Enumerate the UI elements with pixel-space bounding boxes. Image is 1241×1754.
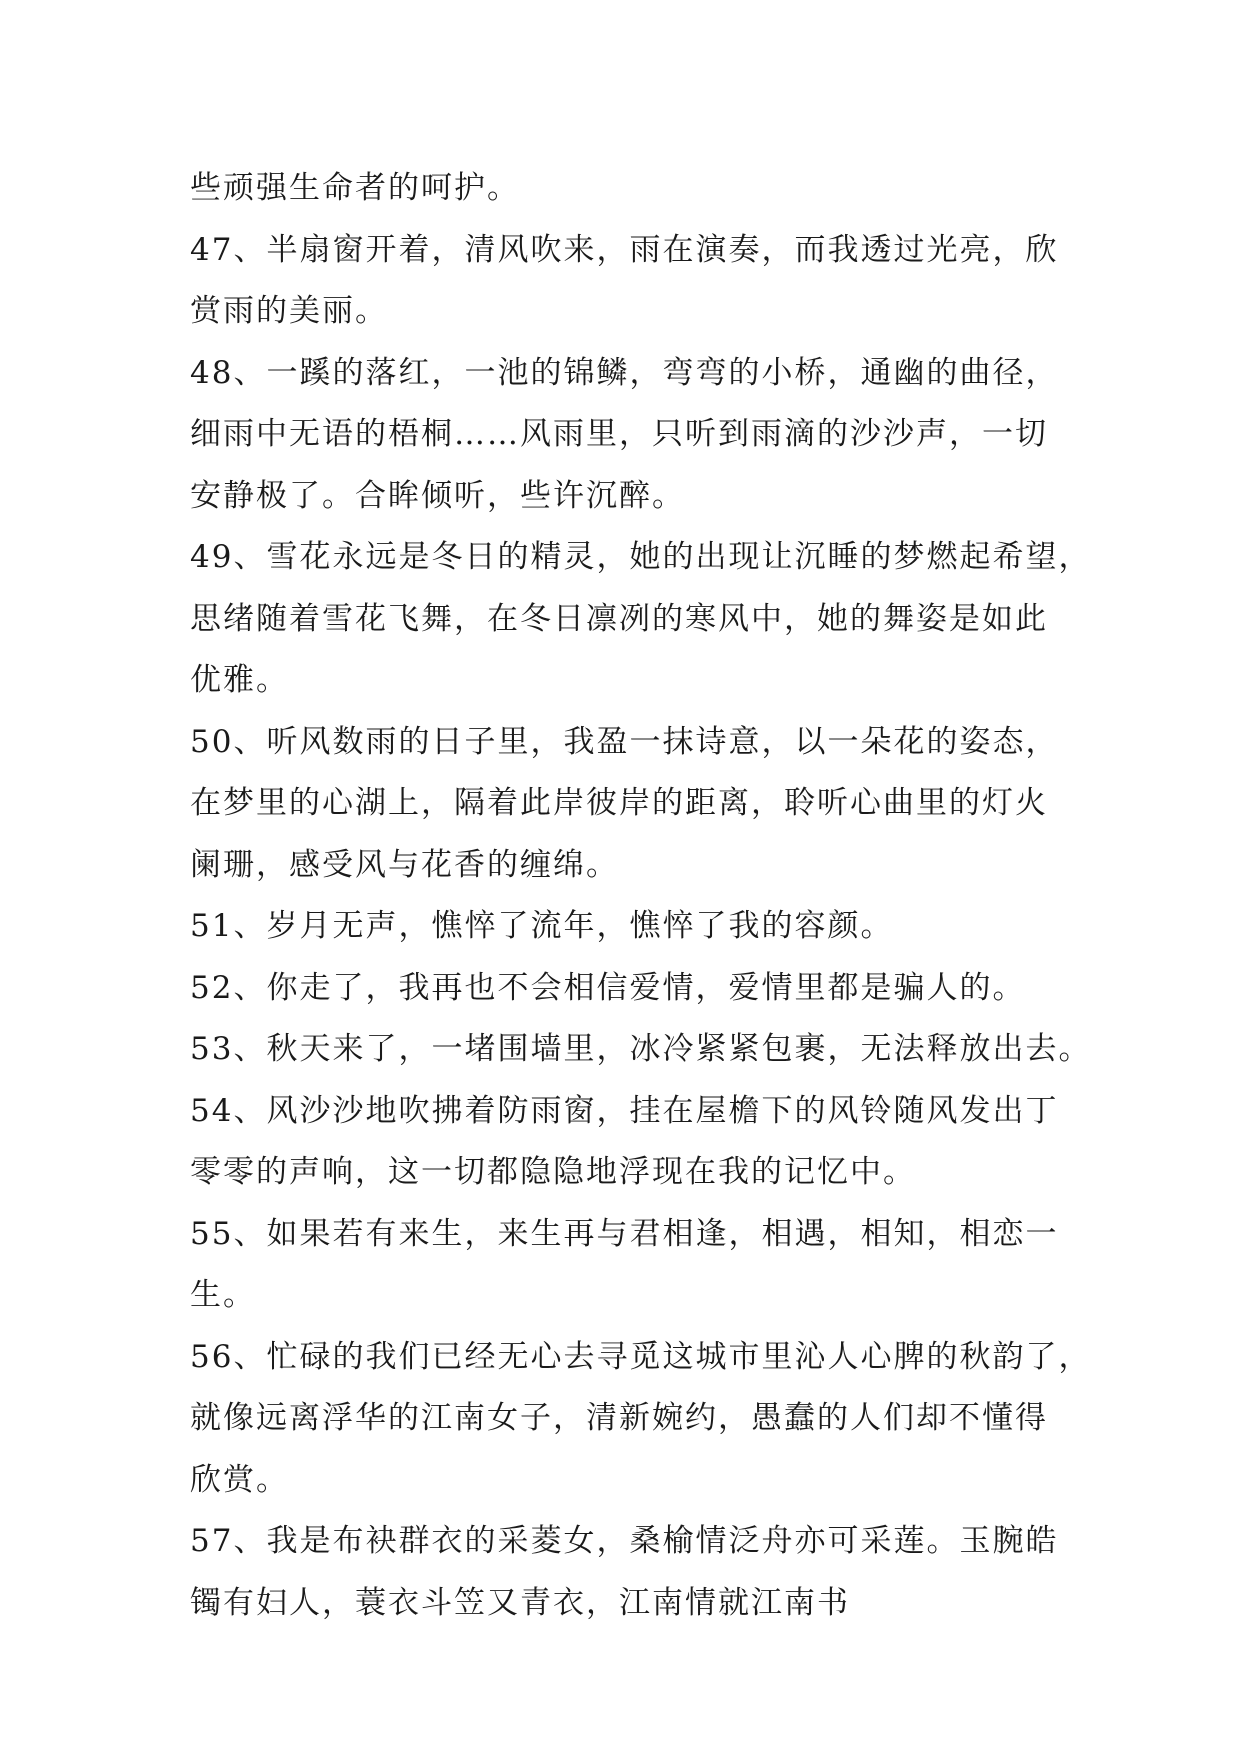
text-line: 57、我是布袂群衣的采菱女，桑榆情泛舟亦可采莲。玉腕皓 xyxy=(190,1523,1059,1559)
text-line: 欣赏。 xyxy=(190,1461,289,1498)
text-line: 52、你走了，我再也不会相信爱情，爱情里都是骗人的。 xyxy=(190,969,1026,1006)
body-text xyxy=(190,158,1092,1634)
text-line: 51、岁月无声，憔悴了流年，憔悴了我的容颜。 xyxy=(190,908,894,944)
text-line: 50、听风数雨的日子里，我盈一抹诗意，以一朵花的姿态， xyxy=(190,723,1059,760)
text-line: 49、雪花永远是冬日的精灵，她的出现让沉睡的梦燃起希望， xyxy=(190,539,1092,575)
text-line: 55、如果若有来生，来生再与君相逢，相遇，相知，相恋一 xyxy=(190,1215,1059,1252)
text-line: 赏雨的美丽。 xyxy=(190,293,388,329)
text-line: 零零的声响，这一切都隐隐地浮现在我的记忆中。 xyxy=(190,1154,916,1190)
text-line: 镯有妇人，蓑衣斗笠又青衣，江南情就江南书 xyxy=(190,1584,850,1621)
text-line: 阑珊，感受风与花香的缠绵。 xyxy=(190,846,619,883)
text-line: 生。 xyxy=(190,1277,256,1313)
text-line: 56、忙碌的我们已经无心去寻觅这城市里沁人心脾的秋韵了， xyxy=(190,1338,1092,1375)
text-line: 细雨中无语的梧桐……风雨里，只听到雨滴的沙沙声，一切 xyxy=(190,416,1048,452)
text-line: 安静极了。合眸倾听，些许沉醉。 xyxy=(190,477,685,514)
text-line: 在梦里的心湖上，隔着此岸彼岸的距离，聆听心曲里的灯火 xyxy=(190,785,1048,821)
text-line: 53、秋天来了，一堵围墙里，冰冷紧紧包裹，无法释放出去。 xyxy=(190,1031,1092,1067)
text-line: 优雅。 xyxy=(190,662,289,698)
text-line: 些顽强生命者的呵护。 xyxy=(190,170,520,206)
text-line: 48、一蹊的落红，一池的锦鳞，弯弯的小桥，通幽的曲径， xyxy=(190,354,1059,391)
text-line: 47、半扇窗开着，清风吹来，雨在演奏，而我透过光亮，欣 xyxy=(190,231,1059,268)
text-line: 就像远离浮华的江南女子，清新婉约，愚蠢的人们却不懂得 xyxy=(190,1400,1048,1436)
text-line: 思绪随着雪花飞舞，在冬日凛冽的寒风中，她的舞姿是如此 xyxy=(190,600,1048,637)
text-line: 54、风沙沙地吹拂着防雨窗，挂在屋檐下的风铃随风发出丁 xyxy=(190,1092,1059,1129)
